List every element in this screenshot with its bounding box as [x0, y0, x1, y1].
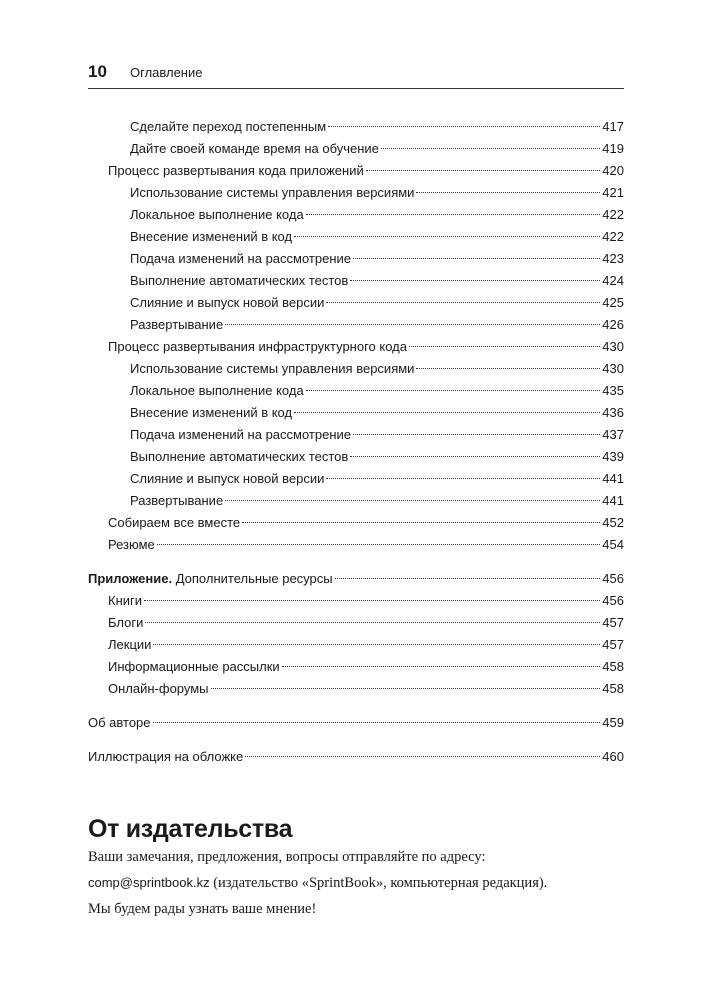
toc-entry-title	[108, 534, 155, 556]
toc-entry-title	[130, 314, 223, 336]
toc-dot-leader	[335, 578, 601, 579]
toc-entry-page: 420	[602, 163, 624, 178]
toc-dot-leader	[326, 302, 600, 303]
toc-entry[interactable]	[88, 656, 624, 678]
toc-entry[interactable]	[88, 336, 624, 358]
toc-entry-page: 437	[602, 427, 624, 442]
toc-entry-title	[130, 468, 324, 490]
toc-entry-title	[130, 248, 351, 270]
toc-entry-title-text: Дайте своей команде время на обучение	[130, 141, 379, 156]
toc-entry-title-text: Лекции	[108, 637, 152, 652]
toc-dot-leader	[153, 722, 601, 723]
toc-entry-page: 425	[602, 295, 624, 310]
toc-entry-title-text: Иллюстрация на обложке	[88, 749, 244, 764]
toc-entry[interactable]	[88, 534, 624, 556]
toc-dot-leader	[306, 214, 601, 215]
toc-entry-page: 417	[602, 119, 624, 134]
toc-entry-page: 430	[602, 361, 624, 376]
toc-entry-title-text: Информационные рассылки	[108, 659, 280, 674]
toc-entry-title	[108, 512, 240, 534]
toc-entry-title	[130, 116, 326, 138]
toc-entry-title	[108, 590, 142, 612]
toc-entry-page: 456	[602, 571, 624, 586]
toc-entry-page: 452	[602, 515, 624, 530]
toc-entry[interactable]	[88, 568, 624, 590]
toc-entry-title-text: Выполнение автоматических тестов	[130, 449, 349, 464]
toc-entry-page: 456	[602, 593, 624, 608]
toc-entry-title-bold: Приложение.	[88, 571, 173, 586]
toc-entry-page: 419	[602, 141, 624, 156]
toc-dot-leader	[294, 412, 600, 413]
toc-entry-title-text: Локальное выполнение кода	[130, 207, 304, 222]
toc-dot-leader	[409, 346, 600, 347]
toc-entry-page: 441	[602, 493, 624, 508]
toc-dot-leader	[153, 644, 600, 645]
toc-entry[interactable]	[88, 490, 624, 512]
toc-entry[interactable]	[88, 358, 624, 380]
toc-entry-title	[88, 746, 243, 768]
toc-entry-title	[130, 490, 223, 512]
toc-entry-title-text: Подача изменений на рассмотрение	[130, 251, 351, 266]
toc-entry-title	[108, 678, 209, 700]
toc-dot-leader	[211, 688, 601, 689]
toc-entry-page: 457	[602, 637, 624, 652]
toc-entry[interactable]	[88, 612, 624, 634]
toc-dot-leader	[353, 258, 600, 259]
toc-entry-title-text: Использование системы управления версиями	[130, 361, 415, 376]
toc-entry-title-text: Локальное выполнение кода	[130, 383, 304, 398]
toc-entry-title-text: Использование системы управления версиями	[130, 185, 415, 200]
toc-dot-leader	[328, 126, 600, 127]
toc-entry-title-text: Онлайн-форумы	[108, 681, 209, 696]
toc-entry[interactable]	[88, 402, 624, 424]
toc-dot-leader	[157, 544, 601, 545]
toc-entry[interactable]	[88, 248, 624, 270]
toc-entry-title-text: Об авторе	[88, 715, 151, 730]
toc-entry-title-text: Внесение изменений в код	[130, 405, 293, 420]
toc-entry-page: 423	[602, 251, 624, 266]
toc-entry-page: 424	[602, 273, 624, 288]
toc-entry-page: 454	[602, 537, 624, 552]
toc-entry-page: 459	[602, 715, 624, 730]
toc-entry-page: 458	[602, 681, 624, 696]
toc-dot-leader	[350, 456, 600, 457]
toc-entry-page: 460	[602, 749, 624, 764]
toc-entry[interactable]	[88, 468, 624, 490]
toc-dot-leader	[326, 478, 600, 479]
toc-entry[interactable]	[88, 424, 624, 446]
toc-dot-leader	[350, 280, 600, 281]
publisher-line-1: Ваши замечания, предложения, вопросы отправляйте по адресу:	[88, 849, 486, 865]
toc-entry[interactable]	[88, 226, 624, 248]
toc-dot-leader	[144, 600, 600, 601]
toc-entry[interactable]	[88, 446, 624, 468]
toc-entry-title	[130, 182, 414, 204]
toc-entry[interactable]	[88, 204, 624, 226]
toc-entry-page: 435	[602, 383, 624, 398]
toc-entry[interactable]	[88, 634, 624, 656]
toc-entry[interactable]	[88, 746, 624, 768]
toc-entry[interactable]	[88, 160, 624, 182]
publisher-line-2	[88, 870, 648, 896]
toc-entry[interactable]	[88, 138, 624, 160]
toc-entry-page: 426	[602, 317, 624, 332]
toc-entry-title-text: Собираем все вместе	[108, 515, 241, 530]
toc-entry-title-text: Подача изменений на рассмотрение	[130, 427, 351, 442]
toc-entry-title-text: Сделайте переход постепенным	[130, 119, 327, 134]
toc-entry-title	[130, 446, 348, 468]
toc-dot-leader	[306, 390, 601, 391]
toc-entry-title	[130, 226, 292, 248]
toc-entry-title-text: Слияние и выпуск новой версии	[130, 295, 325, 310]
toc-entry-page: 422	[602, 229, 624, 244]
toc-entry[interactable]	[88, 380, 624, 402]
toc-entry-title	[130, 138, 379, 160]
toc-entry-page: 430	[602, 339, 624, 354]
toc-dot-leader	[416, 192, 600, 193]
toc-entry-title-text: Внесение изменений в код	[130, 229, 293, 244]
toc-entry[interactable]	[88, 270, 624, 292]
toc-entry-title-text: Процесс развертывания кода приложений	[108, 163, 364, 178]
toc-entry-title	[130, 204, 304, 226]
toc-entry-title	[130, 292, 324, 314]
toc-entry-title	[130, 402, 292, 424]
toc-entry[interactable]	[88, 512, 624, 534]
toc-entry-title	[88, 712, 151, 734]
toc-entry-title	[130, 270, 348, 292]
toc-entry-title-text: Развертывание	[130, 493, 224, 508]
toc-entry-title-text: Дополнительные ресурсы	[172, 571, 333, 586]
toc-entry[interactable]	[88, 182, 624, 204]
toc-dot-leader	[245, 756, 600, 757]
toc-entry[interactable]	[88, 590, 624, 612]
running-header	[88, 62, 624, 89]
toc-entry-title	[108, 612, 143, 634]
toc-dot-leader	[225, 324, 600, 325]
toc-entry[interactable]	[88, 116, 624, 138]
toc-dot-leader	[145, 622, 600, 623]
toc-entry-title-text: Выполнение автоматических тестов	[130, 273, 349, 288]
toc-dot-leader	[353, 434, 600, 435]
toc-entry-title	[108, 336, 407, 358]
toc-entry-title	[108, 634, 151, 656]
toc-dot-leader	[381, 148, 600, 149]
publisher-line-2-rest: (издательство «SprintBook», компьютерная редакция).	[209, 875, 548, 891]
running-title: Оглавление	[130, 65, 203, 80]
toc-dot-leader	[294, 236, 600, 237]
toc-entry-title	[88, 568, 333, 590]
toc-entry-title	[130, 380, 304, 402]
toc-entry[interactable]	[88, 292, 624, 314]
toc-entry-page: 457	[602, 615, 624, 630]
toc-entry-title	[108, 656, 280, 678]
toc-dot-leader	[242, 522, 600, 523]
publisher-email-link[interactable]: comp@sprintbook.kz	[88, 875, 210, 890]
toc-entry-page: 441	[602, 471, 624, 486]
toc-entry-page: 439	[602, 449, 624, 464]
toc-entry-page: 422	[602, 207, 624, 222]
toc-entry[interactable]	[88, 314, 624, 336]
toc-entry-title-text: Резюме	[108, 537, 155, 552]
page-number: 10	[88, 62, 107, 81]
toc-entry-title	[130, 424, 351, 446]
publisher-heading: От издательства	[88, 815, 293, 843]
toc-entry[interactable]	[88, 712, 624, 734]
toc-dot-leader	[225, 500, 600, 501]
toc-dot-leader	[416, 368, 600, 369]
toc-entry-title	[130, 358, 414, 380]
toc-entry-page: 421	[602, 185, 624, 200]
toc-dot-leader	[282, 666, 601, 667]
toc-entry-title	[108, 160, 364, 182]
toc-entry-title-text: Книги	[108, 593, 143, 608]
publisher-section	[88, 815, 648, 922]
toc-entry-title-text: Процесс развертывания инфраструктурного кода	[108, 339, 407, 354]
toc-entry-title-text: Блоги	[108, 615, 144, 630]
publisher-line-3: Мы будем рады узнать ваше мнение!	[88, 901, 317, 917]
table-of-contents	[88, 116, 624, 768]
toc-entry-title-text: Слияние и выпуск новой версии	[130, 471, 325, 486]
toc-entry-page: 436	[602, 405, 624, 420]
toc-dot-leader	[366, 170, 601, 171]
toc-entry-page: 458	[602, 659, 624, 674]
toc-entry[interactable]	[88, 678, 624, 700]
toc-entry-title-text: Развертывание	[130, 317, 224, 332]
